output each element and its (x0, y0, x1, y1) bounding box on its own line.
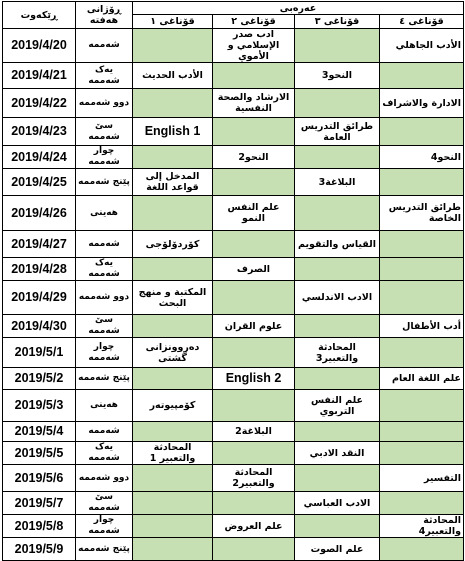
stage3-cell (295, 422, 380, 442)
stage2-cell: المحادثة والتعبير2 (213, 465, 295, 492)
stage2-cell (213, 231, 295, 258)
stage3-cell (295, 196, 380, 231)
stage1-cell (133, 258, 213, 281)
stage4-cell (380, 169, 464, 196)
date-cell: 2019/4/23 (3, 118, 76, 146)
stage1-cell (133, 89, 213, 118)
date-cell: 2019/4/22 (3, 89, 76, 118)
stage4-cell (380, 390, 464, 422)
date-cell: 2019/5/1 (3, 338, 76, 368)
table-row (3, 89, 464, 118)
stage4-cell: الأدب الجاهلي (380, 29, 464, 63)
stage4-cell (380, 231, 464, 258)
stage4-cell: التفسير (380, 465, 464, 492)
stage2-cell (213, 118, 295, 146)
stage2-cell: علم العروض (213, 515, 295, 538)
day-cell: دوو شەممە (76, 89, 133, 118)
day-cell: چوار شەممە (76, 515, 133, 538)
stage4-cell (380, 422, 464, 442)
table-row (3, 465, 464, 492)
stage3-cell (295, 515, 380, 538)
day-cell: چوار شەممە (76, 338, 133, 368)
date-cell: 2019/4/25 (3, 169, 76, 196)
stage1-cell: المحادثة والتعبير 1 (133, 442, 213, 465)
stage1-cell (133, 315, 213, 338)
stage1-cell (133, 465, 213, 492)
stage4-cell (380, 492, 464, 515)
date-cell: 2019/5/8 (3, 515, 76, 538)
day-cell: سێ شەممە (76, 315, 133, 338)
table-row (3, 492, 464, 515)
table-row (3, 281, 464, 315)
stage2-cell (213, 442, 295, 465)
stage1-cell: کۆردۆلۆجی (133, 231, 213, 258)
stage1-cell: المدخل إلى قواعد اللغة (133, 169, 213, 196)
stage4-cell: الادارة والاشراف (380, 89, 464, 118)
table-row (3, 515, 464, 538)
day-cell: شەممە (76, 422, 133, 442)
day-cell: یەک شەممە (76, 258, 133, 281)
day-cell: دوو شەممە (76, 281, 133, 315)
schedule-table (2, 1, 464, 561)
stage4-cell: طرائق التدريس الخاصة (380, 196, 464, 231)
stage3-cell: المحادثة والتعبير3 (295, 338, 380, 368)
exam-schedule (2, 1, 463, 556)
stage2-cell: النحو2 (213, 146, 295, 169)
stage4-cell (380, 442, 464, 465)
header-stages-group: عەرەبی (133, 2, 464, 15)
header-day: ڕۆژانی هەفتە (76, 2, 133, 29)
stage3-cell: الادب الاندلسي (295, 281, 380, 315)
day-cell: هەینی (76, 390, 133, 422)
stage2-cell (213, 281, 295, 315)
table-row (3, 231, 464, 258)
day-cell: پێنج شەممە (76, 169, 133, 196)
date-cell: 2019/4/24 (3, 146, 76, 169)
header-date: ڕێکەوت (3, 2, 76, 29)
stage2-cell (213, 338, 295, 368)
date-cell: 2019/4/26 (3, 196, 76, 231)
table-row (3, 368, 464, 390)
day-cell: سێ شەممە (76, 492, 133, 515)
header-stage-3: قۆناغی ٣ (295, 15, 380, 29)
day-cell: پێنج شەممە (76, 368, 133, 390)
stage3-cell: طرائق التدريس العامة (295, 118, 380, 146)
day-cell: یەک شەممە (76, 63, 133, 89)
stage1-cell (133, 422, 213, 442)
table-row (3, 258, 464, 281)
stage4-cell (380, 338, 464, 368)
table-row (3, 63, 464, 89)
day-cell: پێنج شەممە (76, 538, 133, 561)
stage4-cell (380, 63, 464, 89)
stage2-cell (213, 169, 295, 196)
stage1-cell (133, 146, 213, 169)
date-cell: 2019/5/4 (3, 422, 76, 442)
stage3-cell (295, 29, 380, 63)
stage3-cell: القياس والتقويم (295, 231, 380, 258)
stage3-cell (295, 258, 380, 281)
stage1-cell: کۆمپیوتەر (133, 390, 213, 422)
stage3-cell: علم النفس التربوي (295, 390, 380, 422)
date-cell: 2019/4/30 (3, 315, 76, 338)
stage4-cell (380, 118, 464, 146)
stage4-cell: المحادثة والتعبير4 (380, 515, 464, 538)
stage2-cell (213, 63, 295, 89)
stage1-cell (133, 368, 213, 390)
stage1-cell: English 1 (133, 118, 213, 146)
table-row (3, 196, 464, 231)
stage3-cell (295, 315, 380, 338)
stage3-cell: البلاغة3 (295, 169, 380, 196)
header-stage-1: قۆناغی ١ (133, 15, 213, 29)
stage1-cell: الأدب الحديث (133, 63, 213, 89)
date-cell: 2019/4/27 (3, 231, 76, 258)
date-cell: 2019/4/20 (3, 29, 76, 63)
date-cell: 2019/5/7 (3, 492, 76, 515)
day-cell: دوو شەممە (76, 465, 133, 492)
stage3-cell (295, 89, 380, 118)
table-row (3, 390, 464, 422)
table-row (3, 338, 464, 368)
date-cell: 2019/5/3 (3, 390, 76, 422)
stage1-cell: المكتبة و منهج البحث (133, 281, 213, 315)
table-row (3, 422, 464, 442)
date-cell: 2019/5/9 (3, 538, 76, 561)
stage3-cell: علم الصوت (295, 538, 380, 561)
stage2-cell (213, 492, 295, 515)
stage1-cell: دەروونزانی گشتی (133, 338, 213, 368)
date-cell: 2019/5/2 (3, 368, 76, 390)
stage4-cell: أدب الأطفال (380, 315, 464, 338)
stage3-cell (295, 465, 380, 492)
stage1-cell (133, 515, 213, 538)
stage4-cell: النحو4 (380, 146, 464, 169)
table-row (3, 146, 464, 169)
stage2-cell: الارشاد والصحة النفسية (213, 89, 295, 118)
stage3-cell (295, 368, 380, 390)
table-row (3, 118, 464, 146)
day-cell: یەک شەممە (76, 442, 133, 465)
stage2-cell: ادب صدر الإسلامي و الأموي (213, 29, 295, 63)
date-cell: 2019/4/28 (3, 258, 76, 281)
table-row (3, 315, 464, 338)
stage3-cell: الادب العباسي (295, 492, 380, 515)
stage4-cell (380, 258, 464, 281)
stage3-cell: النحو3 (295, 63, 380, 89)
stage1-cell (133, 196, 213, 231)
stage1-cell (133, 29, 213, 63)
header-stage-2: قۆناغی ٢ (213, 15, 295, 29)
stage3-cell: النقد الادبي (295, 442, 380, 465)
date-cell: 2019/4/29 (3, 281, 76, 315)
stage4-cell: علم اللغة العام (380, 368, 464, 390)
day-cell: شەممە (76, 29, 133, 63)
stage2-cell: English 2 (213, 368, 295, 390)
stage3-cell (295, 146, 380, 169)
day-cell: سێ شەممە (76, 118, 133, 146)
day-cell: هەینی (76, 196, 133, 231)
date-cell: 2019/4/21 (3, 63, 76, 89)
stage2-cell: علم النفس النمو (213, 196, 295, 231)
stage1-cell (133, 492, 213, 515)
header-stage-4: قۆناغی ٤ (380, 15, 464, 29)
stage4-cell (380, 281, 464, 315)
table-row (3, 29, 464, 63)
table-row (3, 442, 464, 465)
stage2-cell: علوم القران (213, 315, 295, 338)
stage2-cell: الصرف (213, 258, 295, 281)
date-cell: 2019/5/6 (3, 465, 76, 492)
table-row (3, 169, 464, 196)
stage2-cell: البلاغة2 (213, 422, 295, 442)
date-cell: 2019/5/5 (3, 442, 76, 465)
day-cell: چوار شەممە (76, 146, 133, 169)
day-cell: شەممە (76, 231, 133, 258)
stage2-cell (213, 390, 295, 422)
